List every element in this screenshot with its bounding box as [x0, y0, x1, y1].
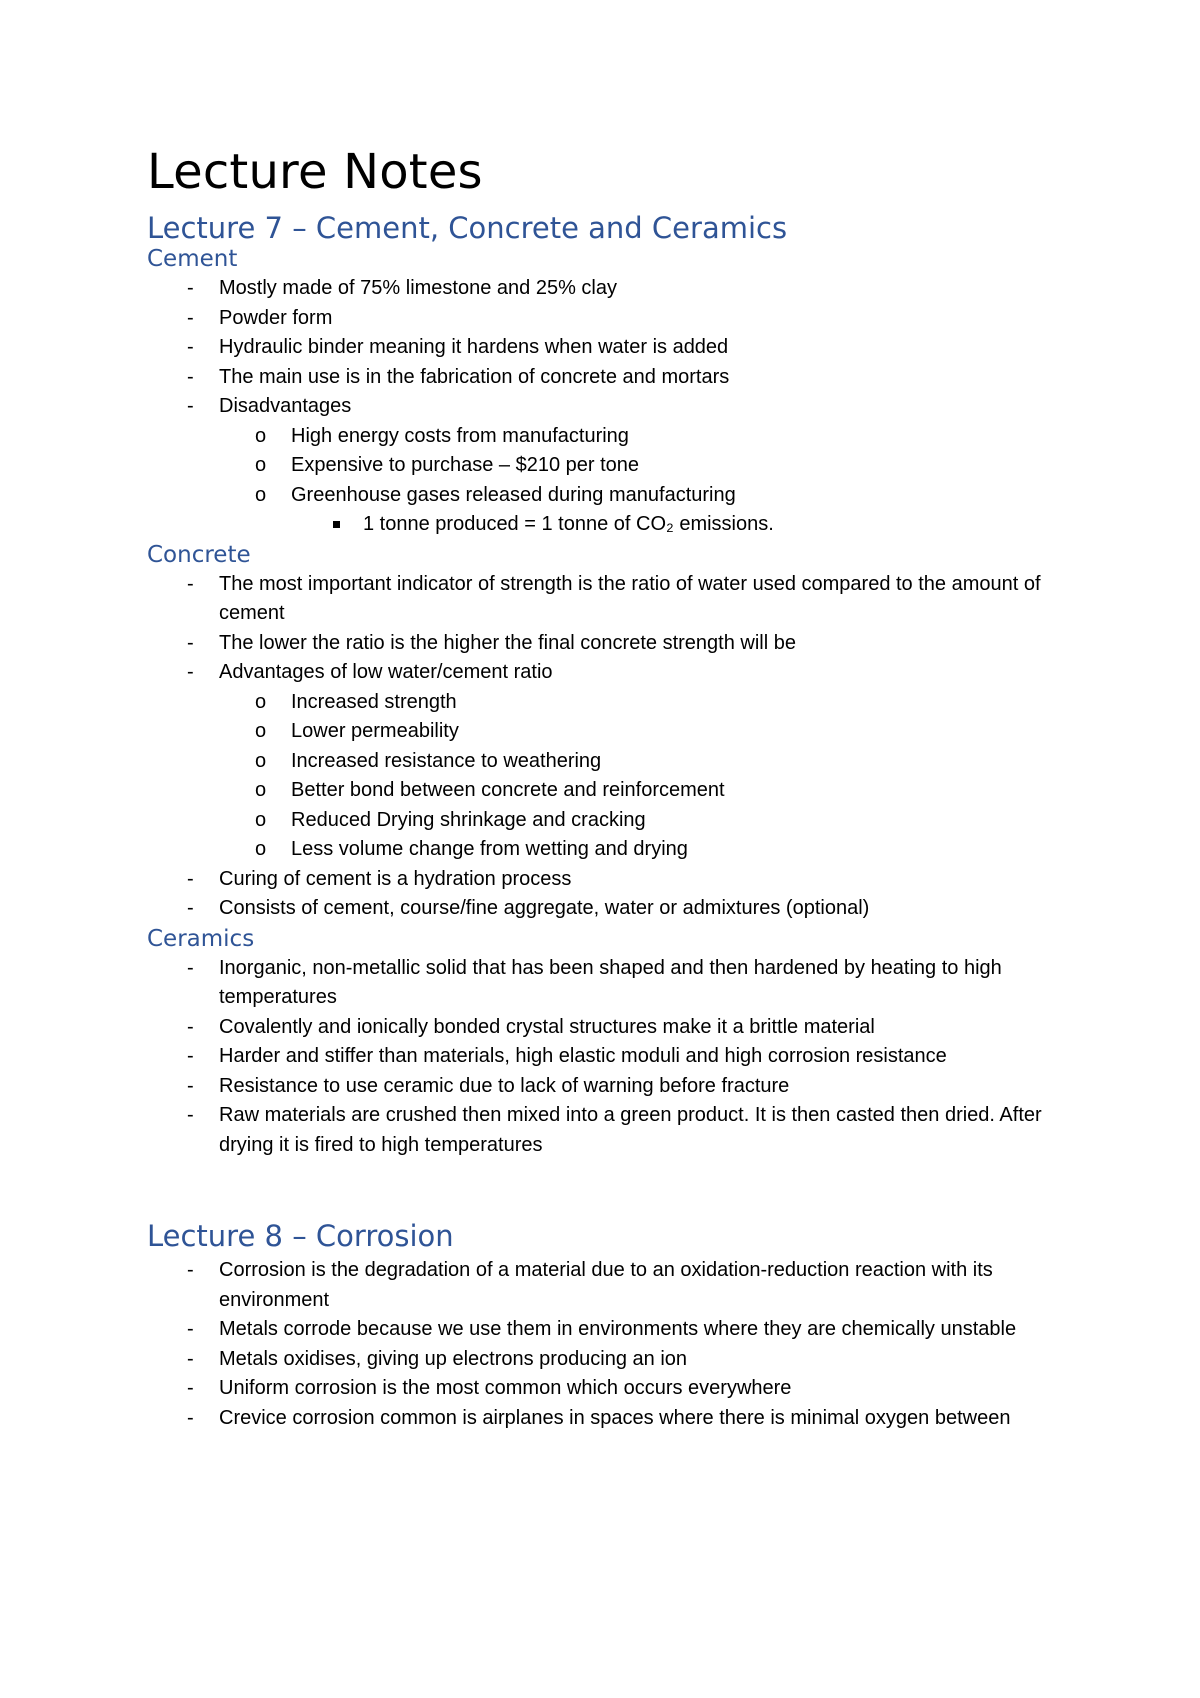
dash-bullet: -	[187, 336, 194, 358]
dash-bullet: -	[187, 306, 194, 329]
list-item: - Powder form	[147, 304, 1067, 334]
page-title: Lecture Notes	[147, 144, 483, 200]
list-item: o Lower permeability	[147, 717, 1067, 747]
dash-bullet: -	[187, 1318, 194, 1340]
list-item: - Metals oxidises, giving up electrons producing an ion	[147, 1345, 1067, 1375]
list-item: - Consists of cement, course/fine aggregate, water or admixtures (optional)	[147, 894, 1067, 924]
list-item: - Uniform corrosion is the most common which occurs everywhere	[147, 1374, 1067, 1404]
list-item: - Mostly made of 75% limestone and 25% clay	[147, 274, 1067, 304]
dash-bullet: -	[187, 631, 194, 654]
lecture-7-heading: Lecture 7 – Cement, Concrete and Ceramics	[147, 211, 788, 245]
dash-bullet: -	[187, 1406, 194, 1429]
concrete-list	[147, 570, 1067, 688]
dash-bullet: -	[187, 277, 194, 299]
cement-list	[147, 274, 1067, 422]
list-item: o High energy costs from manufacturing	[147, 422, 1067, 452]
advantages-list	[147, 688, 1067, 865]
list-item: - The lower the ratio is the higher the final concrete strength will be	[147, 629, 1067, 659]
list-item: 1 tonne produced = 1 tonne of CO₂ emissions.	[147, 510, 1067, 540]
list-item: o Expensive to purchase – $210 per tone	[147, 451, 1067, 481]
circle-bullet: o	[255, 838, 267, 860]
list-item: - The main use is in the fabrication of concrete and mortars	[147, 363, 1067, 393]
list-item: - Resistance to use ceramic due to lack of warning before fracture	[147, 1072, 1067, 1102]
corrosion-list	[147, 1256, 1067, 1433]
dash-bullet: -	[187, 1259, 194, 1281]
circle-bullet: o	[255, 749, 267, 772]
list-item: o Better bond between concrete and reinforcement	[147, 776, 1067, 806]
list-item: o Increased resistance to weathering	[147, 747, 1067, 777]
circle-bullet: o	[255, 808, 267, 831]
dash-bullet: -	[187, 572, 194, 595]
disadvantages-list	[147, 422, 1067, 511]
list-item: - Crevice corrosion common is airplanes in spaces where there is minimal oxygen between	[147, 1404, 1067, 1434]
circle-bullet: o	[255, 454, 267, 476]
concrete-list-continued	[147, 865, 1067, 924]
circle-bullet: o	[255, 483, 267, 506]
spacer	[147, 1160, 1067, 1218]
document-body	[147, 142, 1067, 1433]
lecture-8-heading: Lecture 8 – Corrosion	[147, 1219, 454, 1253]
ceramics-heading: Ceramics	[147, 925, 255, 952]
circle-bullet: o	[255, 779, 267, 801]
square-bullet-icon	[333, 521, 340, 528]
dash-bullet: -	[187, 1045, 194, 1067]
list-item: - Disadvantages	[147, 392, 1067, 422]
cement-heading: Cement	[147, 246, 238, 272]
circle-bullet: o	[255, 720, 267, 742]
dash-bullet: -	[187, 867, 194, 890]
list-item: - Advantages of low water/cement ratio	[147, 658, 1067, 688]
list-item: o Increased strength	[147, 688, 1067, 718]
list-item: - Curing of cement is a hydration process	[147, 865, 1067, 895]
list-item: - Hydraulic binder meaning it hardens when water is added	[147, 333, 1067, 363]
list-item: o Greenhouse gases released during manufacturing	[147, 481, 1067, 511]
dash-bullet: -	[187, 1347, 194, 1370]
dash-bullet: -	[187, 1015, 194, 1038]
dash-bullet: -	[187, 395, 194, 417]
circle-bullet: o	[255, 424, 267, 447]
list-item: - Raw materials are crushed then mixed into a green product. It is then casted then dried. After drying it is fired to high temperatures	[147, 1101, 1067, 1160]
list-item: - The most important indicator of strength is the ratio of water used compared to the amount of cement	[147, 570, 1067, 629]
list-item: - Inorganic, non-metallic solid that has been shaped and then hardened by heating to high temperatures	[147, 954, 1067, 1013]
list-item: o Less volume change from wetting and drying	[147, 835, 1067, 865]
dash-bullet: -	[187, 1104, 194, 1126]
dash-bullet: -	[187, 897, 194, 919]
dash-bullet: -	[187, 1074, 194, 1097]
list-item: - Harder and stiffer than materials, high elastic moduli and high corrosion resistance	[147, 1042, 1067, 1072]
dash-bullet: -	[187, 365, 194, 388]
emissions-list	[147, 510, 1067, 540]
list-item: o Reduced Drying shrinkage and cracking	[147, 806, 1067, 836]
list-item: - Covalently and ionically bonded crystal structures make it a brittle material	[147, 1013, 1067, 1043]
concrete-heading: Concrete	[147, 541, 251, 568]
ceramics-list	[147, 954, 1067, 1161]
list-item: - Metals corrode because we use them in environments where they are chemically unstable	[147, 1315, 1067, 1345]
dash-bullet: -	[187, 1377, 194, 1399]
circle-bullet: o	[255, 690, 267, 713]
dash-bullet: -	[187, 956, 194, 979]
list-item: - Corrosion is the degradation of a material due to an oxidation-reduction reaction with its environment	[147, 1256, 1067, 1315]
dash-bullet: -	[187, 661, 194, 683]
